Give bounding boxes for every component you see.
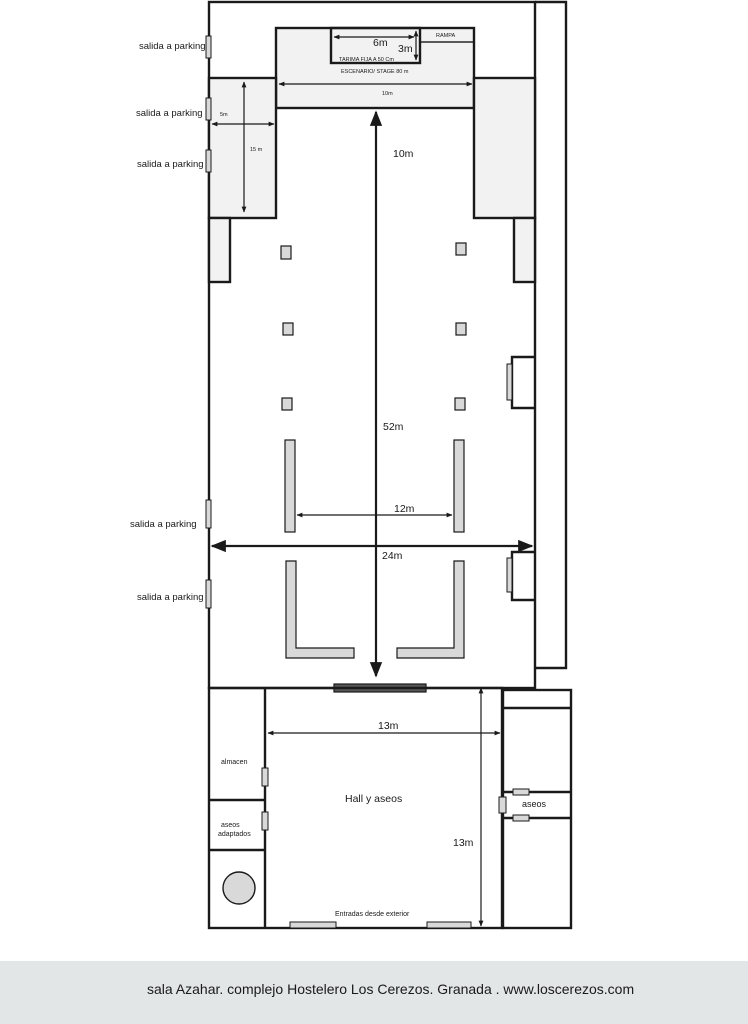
pillar-bar bbox=[454, 440, 464, 532]
hall-depth-label: 13m bbox=[453, 837, 474, 849]
column bbox=[281, 246, 291, 259]
footer-caption: sala Azahar. complejo Hostelero Los Cerezos. Granada . www.loscerezos.com bbox=[147, 981, 635, 997]
door bbox=[262, 812, 268, 830]
stage-width-label: 6m bbox=[373, 37, 388, 49]
hall-length-top-label: 10m bbox=[393, 148, 414, 160]
ramp-label: RAMPA bbox=[436, 33, 456, 39]
door bbox=[513, 815, 529, 821]
door bbox=[507, 364, 512, 400]
stage-band-label: 10m bbox=[382, 91, 393, 97]
hall-width-label: 13m bbox=[378, 720, 399, 732]
column bbox=[283, 323, 293, 335]
entrance-door bbox=[290, 922, 336, 928]
column bbox=[456, 323, 466, 335]
right-wall-recess-lower bbox=[512, 552, 535, 600]
hall-length-label: 52m bbox=[383, 421, 404, 433]
wall-pillar-right bbox=[514, 218, 535, 282]
wall-pillar-left bbox=[209, 218, 230, 282]
door bbox=[262, 768, 268, 786]
column bbox=[455, 398, 465, 410]
parking-exit-label: salida a parking bbox=[136, 108, 203, 119]
stage-label: ESCENARIO/ STAGE 80 m bbox=[341, 69, 409, 75]
side-room-right bbox=[474, 78, 535, 218]
l-wall-right bbox=[397, 561, 464, 658]
pillar-bar bbox=[285, 440, 295, 532]
door bbox=[206, 500, 211, 528]
round-fixture bbox=[223, 872, 255, 904]
side-room-width-label: 5m bbox=[220, 112, 228, 118]
door bbox=[507, 558, 512, 592]
accessible-toilets-label: aseos bbox=[221, 822, 240, 829]
accessible-toilets-label: adaptados bbox=[218, 831, 251, 838]
footer-bar bbox=[0, 961, 748, 1024]
parking-exit-label: salida a parking bbox=[130, 519, 197, 530]
toilets-label: aseos bbox=[522, 799, 547, 809]
door bbox=[513, 789, 529, 795]
door bbox=[206, 98, 211, 120]
storage-label: almacen bbox=[221, 759, 248, 766]
full-width-label: 24m bbox=[382, 550, 403, 562]
column bbox=[282, 398, 292, 410]
entrances-label: Entradas desde exterior bbox=[335, 911, 410, 918]
hall-name-label: Hall y aseos bbox=[345, 793, 403, 805]
door bbox=[206, 36, 211, 58]
right-wall-recess-upper bbox=[512, 357, 535, 408]
door bbox=[206, 150, 211, 172]
parking-exit-label: salida a parking bbox=[137, 592, 204, 603]
door bbox=[206, 580, 211, 608]
stage-depth-label: 3m bbox=[398, 43, 413, 55]
entrance-door bbox=[427, 922, 471, 928]
door bbox=[499, 797, 506, 813]
fixed-platform-label: TARIMA FIJA A 50 Cm bbox=[339, 57, 394, 63]
side-room-length-label: 15 m bbox=[250, 147, 263, 153]
parking-exit-label: salida a parking bbox=[139, 41, 206, 52]
toilets-block bbox=[503, 690, 571, 928]
side-room-left bbox=[209, 78, 276, 218]
right-outer-wall bbox=[535, 2, 566, 668]
l-wall-left bbox=[286, 561, 354, 658]
column bbox=[456, 243, 466, 255]
inner-width-label: 12m bbox=[394, 503, 415, 515]
parking-exit-label: salida a parking bbox=[137, 159, 204, 170]
